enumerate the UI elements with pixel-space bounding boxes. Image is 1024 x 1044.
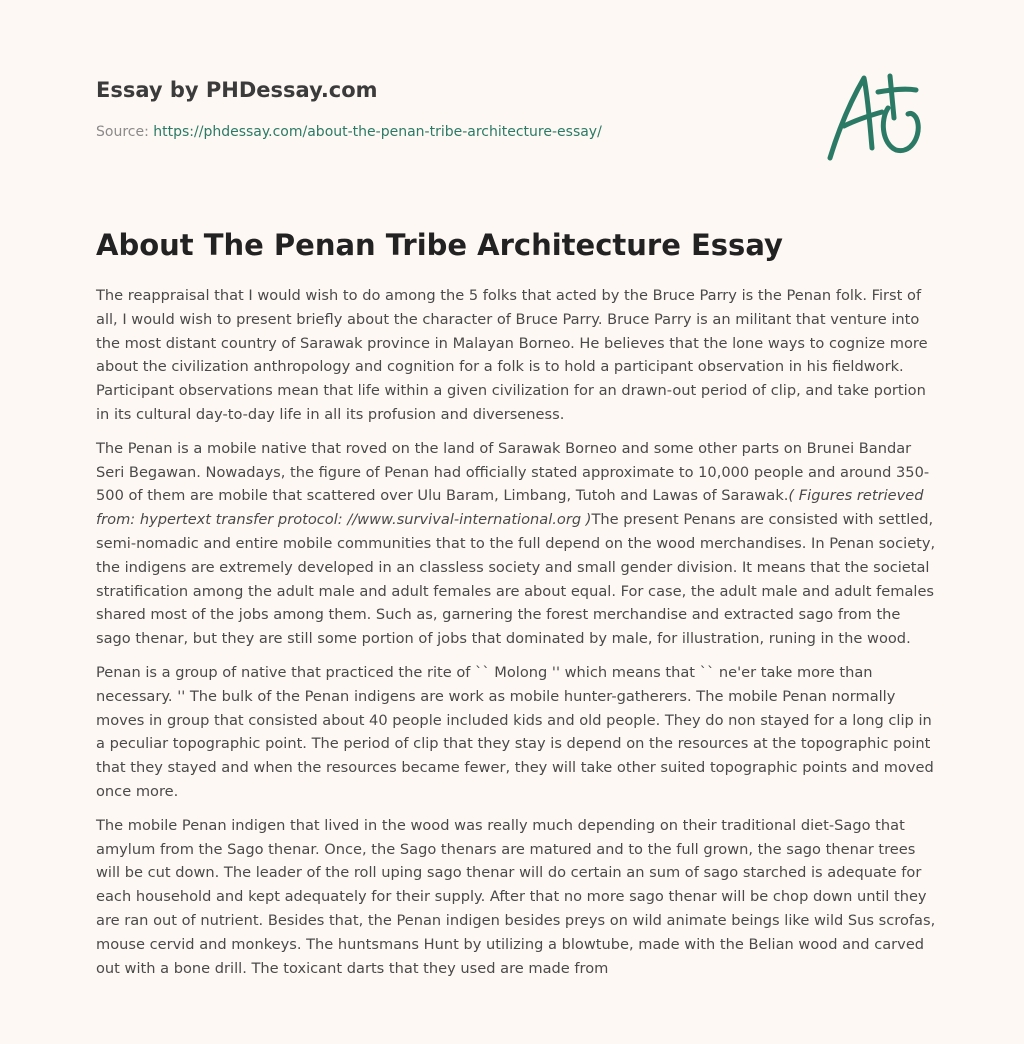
a-plus-logo-icon bbox=[824, 68, 928, 164]
document-header bbox=[96, 74, 796, 142]
source-label: Source: bbox=[96, 124, 149, 140]
essay-paragraph: The mobile Penan indigen that lived in the wood was really much depending on their traditional diet-Sago that amylum from the Sago thenar. Once, the Sago thenars are matured and to the full grown, the sago thenar trees will be cut down. The leader of the roll uping sago thenar will do certain an sum of sago starched is adequate for each household and kept adequately for their supply. After that no more sago thenar will be chop down until they are ran out of nutrient. Besides that, the Penan indigen besides preys on wild animate beings like wild Sus scrofas, mouse cervid and monkeys. The huntsmans Hunt by utilizing a blowtube, made with the Belian wood and carved out with a bone drill. The toxicant darts that they used are made from bbox=[96, 816, 936, 977]
essay-paragraph: Penan is a group of native that practiced the rite of `` Molong '' which means that `` ne'er take more than necessary. '' The bulk of the Penan indigens are work as mobile hunter-gatherers. The mobile Penan normally moves in group that consisted about 40 people included kids and old people. They do non stayed for a long clip in a peculiar topographic point. The period of clip that they stay is depend on the resources at the topographic point that they stayed and when the resources became fewer, they will take other suited topographic points and moved once more. bbox=[96, 663, 934, 800]
source-link[interactable]: https://phdessay.com/about-the-penan-tribe-architecture-essay/ bbox=[153, 124, 602, 140]
essay-paragraph bbox=[96, 437, 936, 651]
citation: ( Figures retrieved from: hypertext transfer protocol: //www.survival-international.org ) bbox=[96, 487, 924, 529]
essay-body bbox=[96, 284, 936, 990]
paragraph-text: The present Penans are consisted with settled, semi-nomadic and entire mobile communities that to the full depend on the wood merchandises. In Penan society, the indigens are extremely developed in an classless society and small gender division. It means that the societal stratification among the adult male and adult females are about equal. For case, the adult male and adult females shared most of the jobs among them. Such as, garnering the forest merchandise and extracted sago from the sago thenar, but they are still some portion of jobs that dominated by male, for illustration, runing in the wood. bbox=[96, 511, 936, 648]
site-title: Essay by PHDessay.com bbox=[96, 78, 378, 102]
essay-paragraph: The reappraisal that I would wish to do among the 5 folks that acted by the Bruce Parry is the Penan folk. First of all, I would wish to present briefly about the character of Bruce Parry. Bruce Parry is an militant that venture into the most distant country of Sarawak province in Malayan Borneo. He believes that the lone ways to cognize more about the civilization anthropology and cognition for a folk is to hold a participant observation in his fieldwork. Participant observations mean that life within a given civilization for an drawn-out period of clip, and take portion in its cultural day-to-day life in all its profusion and diverseness. bbox=[96, 287, 928, 423]
source-line bbox=[96, 122, 796, 142]
essay-title: About The Penan Tribe Architecture Essay bbox=[96, 228, 783, 262]
paragraph-text: The Penan is a mobile native that roved on the land of Sarawak Borneo and some other parts on Brunei Bandar Seri Begawan. Nowadays, the figure of Penan had officially stated approximate to 10,000 people and around 350-500 of them are mobile that scattered over Ulu Baram, Limbang, Tutoh and Lawas of Sarawak. bbox=[96, 439, 930, 505]
